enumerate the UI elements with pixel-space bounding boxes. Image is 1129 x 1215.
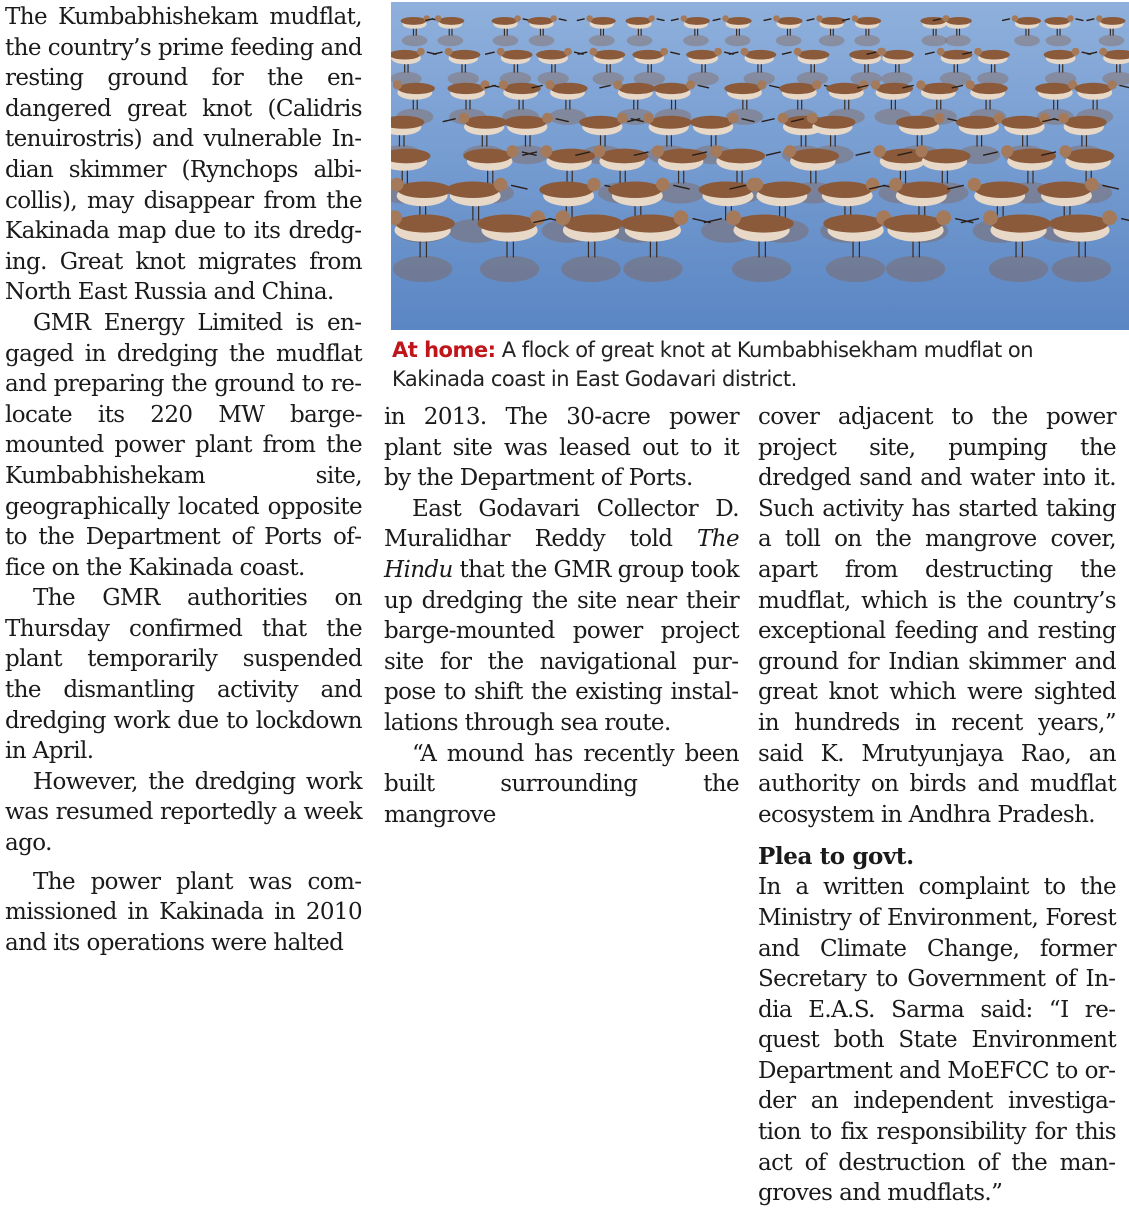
newspaper-name: The Hindu xyxy=(384,526,739,583)
article-column-2 xyxy=(384,402,739,830)
paragraph-text: East Godavari Collector D. Muralidhar Reddy told xyxy=(384,495,739,553)
photo-caption xyxy=(392,336,1112,394)
article-column-1 xyxy=(5,2,362,958)
subheading: Plea to govt. xyxy=(758,843,914,871)
paragraph: in 2013. The 30-acre power plant site was leased out to it by the Department of Ports. xyxy=(384,404,739,492)
paragraph: “A mound has recently been built surrounding the mangrove xyxy=(384,740,739,828)
paragraph-text: that the GMR group took up dredging the site near their barge-mounted power project site for the navigational purpose to shift the existing installations through sea route. xyxy=(384,556,739,736)
photo-illustration xyxy=(391,2,1129,330)
paragraph: The power plant was commissioned in Kakinada in 2010 and its operations were halted xyxy=(5,868,362,956)
paragraph: In a written complaint to the Ministry of Environment, Forest and Climate Change, former Secretary to Government of India E.A.S. Sarma said: “I request both State Environment Department and MoEFCC to order an independent investigation to fix responsibility for this act of destruction of the mangroves and mudflats.” xyxy=(758,874,1116,1207)
caption-lead: At home: xyxy=(392,338,496,362)
paragraph: cover adjacent to the power project site, pumping the dredged sand and water into it. Such activity has started taking a toll on the mangrove cover, apart from destructing the mudflat, which is the country’s exceptional feeding and resting ground for Indian skimmer and great knot which were sighted in hundreds in recent years,” said K. Mrutyunjaya Rao, an authority on birds and mudflat ecosystem in Andhra Pradesh. xyxy=(758,404,1116,828)
paragraph: However, the dredging work was resumed reportedly a week ago. xyxy=(5,768,362,857)
paragraph: The GMR authorities on Thursday confirmed that the plant temporarily suspended the dismantling activity and dredging work due to lockdown in April. xyxy=(5,585,362,765)
caption-text: A flock of great knot at Kumbabhisekham mudflat on Kakinada coast in East Godavari district. xyxy=(392,338,1034,391)
paragraph: The Kumbabhishekam mudflat, the country’s prime feeding and resting ground for the endangered great knot (Calidris tenuirostris) and vulnerable Indian skimmer (Rynchops albicollis), may disappear from the Kakinada map due to its dredging. Great knot migrates from North East Russia and China. xyxy=(5,4,362,306)
flock-of-birds-photo xyxy=(391,2,1129,330)
paragraph: GMR Energy Limited is engaged in dredging the mudflat and preparing the ground to relocate its 220 MW barge-mounted power plant from the Kumbabhishekam site, geographically located opposite to the Department of Ports office on the Kakinada coast. xyxy=(5,309,362,581)
paragraph xyxy=(384,494,739,739)
article-column-3 xyxy=(758,402,1116,1209)
